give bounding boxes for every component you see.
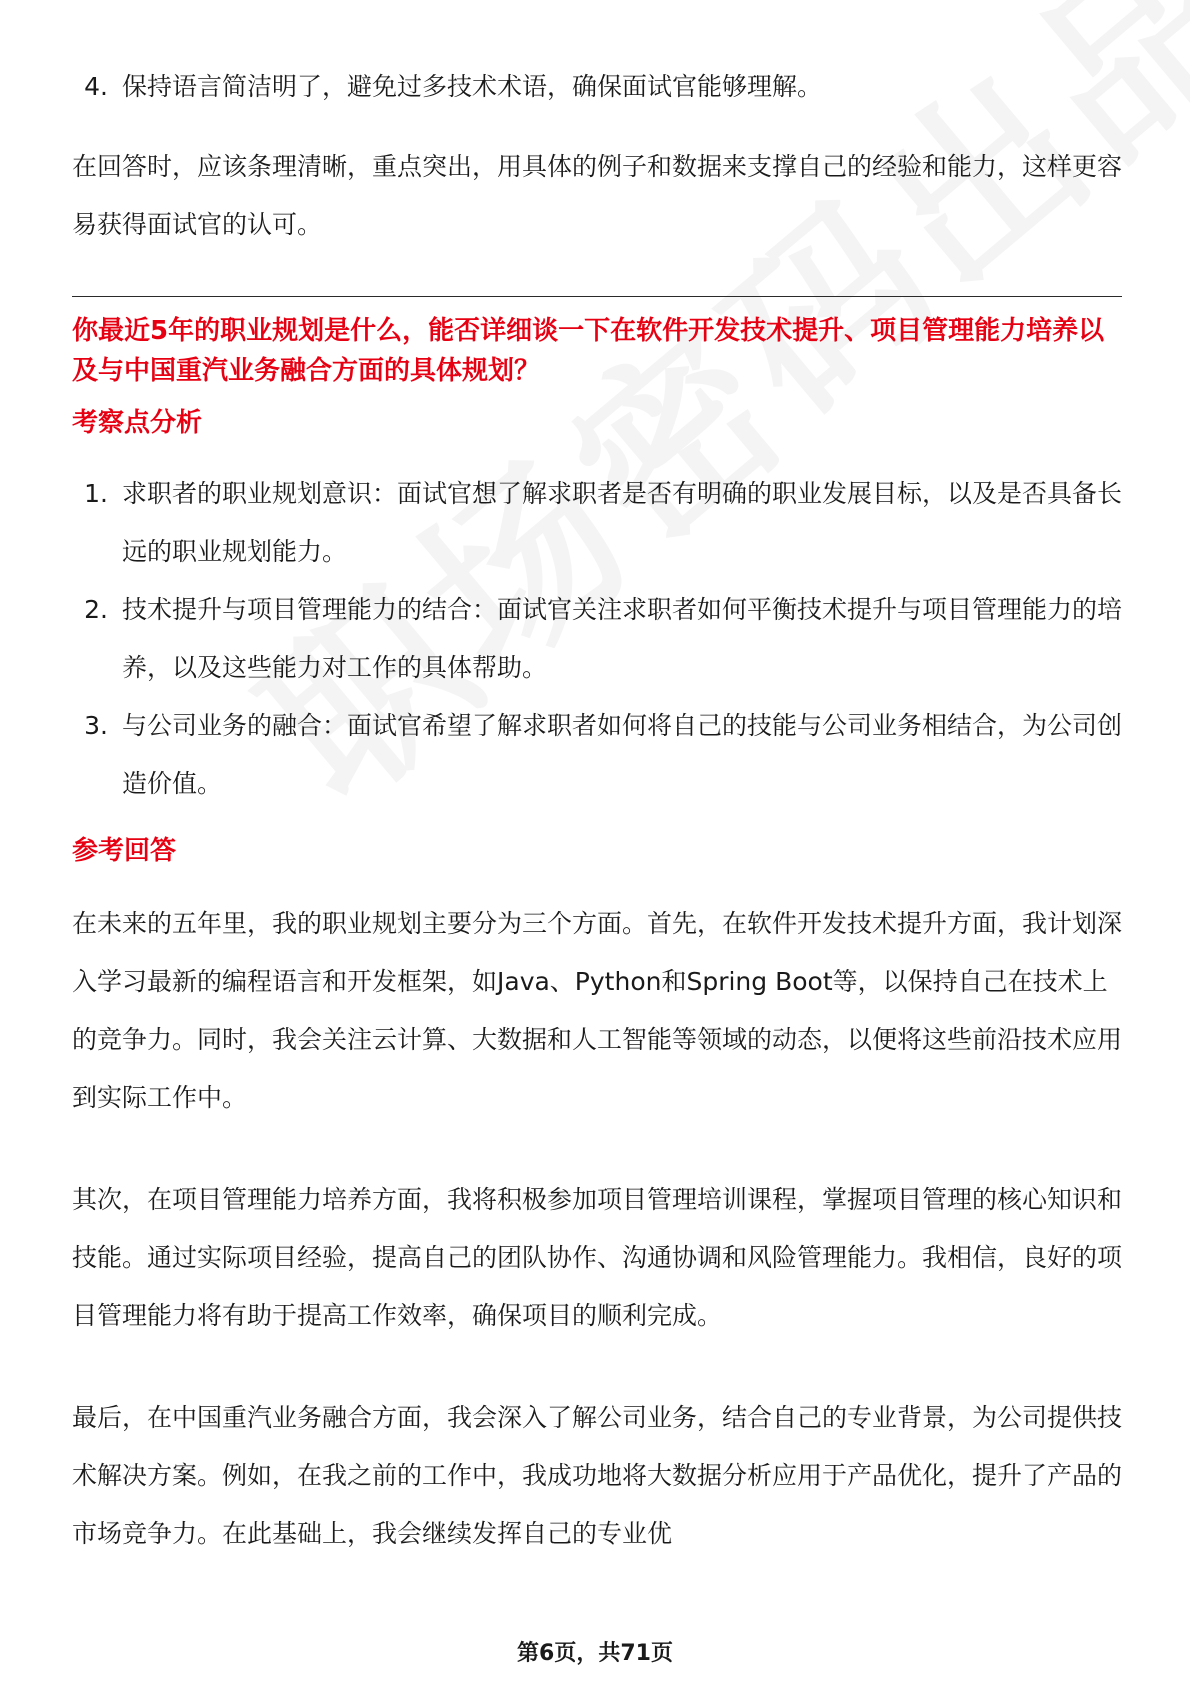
answer-heading: 参考回答 bbox=[72, 836, 177, 866]
question-heading: 你最近5年的职业规划是什么，能否详细谈一下在软件开发技术提升、项目管理能力培养以及与中国重汽业务融合方面的具体规划？ bbox=[72, 316, 1105, 386]
answer-paragraph: 其次，在项目管理能力培养方面，我将积极参加项目管理培训课程，掌握项目管理的核心知识和技能。通过实际项目经验，提高自己的团队协作、沟通协调和风险管理能力。我相信，良好的项目管理能力将有助于提高工作效率，确保项目的顺利完成。 bbox=[72, 1185, 1123, 1330]
list-item bbox=[72, 581, 1122, 697]
list-number: 4. bbox=[84, 72, 108, 101]
analysis-list bbox=[72, 465, 1122, 813]
list-text: 技术提升与项目管理能力的结合：面试官关注求职者如何平衡技术提升与项目管理能力的培养，以及这些能力对工作的具体帮助。 bbox=[122, 595, 1123, 682]
list-number: 2. bbox=[84, 595, 108, 624]
list-text: 与公司业务的融合：面试官希望了解求职者如何将自己的技能与公司业务相结合，为公司创造价值。 bbox=[122, 711, 1123, 798]
answer-paragraph: 最后，在中国重汽业务融合方面，我会深入了解公司业务，结合自己的专业背景，为公司提供技术解决方案。例如，在我之前的工作中，我成功地将大数据分析应用于产品优化，提升了产品的市场竞争力。在此基础上，我会继续发挥自己的专业优 bbox=[72, 1403, 1123, 1548]
list-item bbox=[72, 465, 1122, 581]
list-text: 保持语言简洁明了，避免过多技术术语，确保面试官能够理解。 bbox=[122, 72, 823, 101]
answer-paragraph: 在未来的五年里，我的职业规划主要分为三个方面。首先，在软件开发技术提升方面，我计划深入学习最新的编程语言和开发框架，如Java、Python和Spring Boot等，以保持自己在技术上的竞争力。同时，我会关注云计算、大数据和人工智能等领域的动态，以便将这些前沿技术应用到实际工作中。 bbox=[72, 909, 1123, 1112]
page-footer: 第6页，共71页 bbox=[517, 1641, 673, 1666]
list-item bbox=[72, 697, 1122, 813]
list-number: 3. bbox=[84, 711, 108, 740]
list-number: 1. bbox=[84, 479, 108, 508]
list-text: 求职者的职业规划意识：面试官想了解求职者是否有明确的职业发展目标，以及是否具备长远的职业规划能力。 bbox=[122, 479, 1123, 566]
page-content bbox=[72, 58, 1122, 1563]
analysis-heading: 考察点分析 bbox=[72, 408, 203, 438]
summary-paragraph: 在回答时，应该条理清晰，重点突出，用具体的例子和数据来支撑自己的经验和能力，这样更容易获得面试官的认可。 bbox=[72, 152, 1123, 239]
list-item bbox=[72, 58, 1122, 116]
